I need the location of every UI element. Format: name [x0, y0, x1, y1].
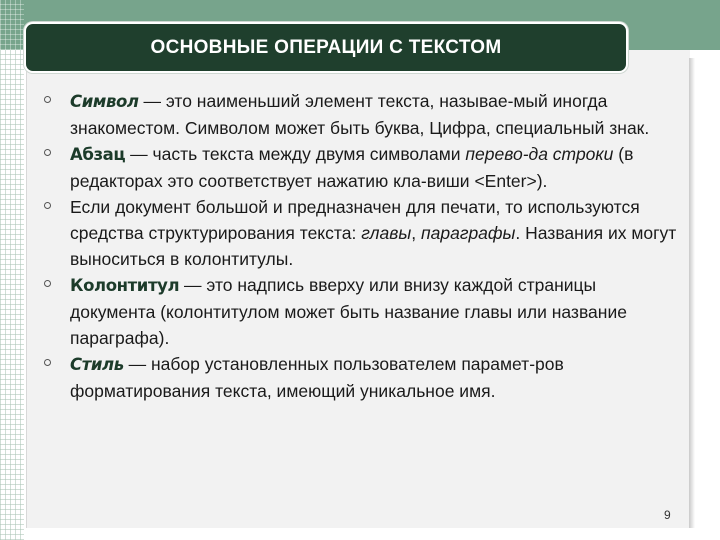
item-emphasis: перево-да строки [465, 144, 614, 164]
item-body: — это наименьший элемент текста, называе-мый иногда знакоместом. Символом может быть буква, Цифра, специальный знак. [70, 91, 650, 138]
bullet-list [44, 88, 684, 404]
item-body: — часть текста между двумя символами [125, 144, 466, 164]
bullet-circle-icon [44, 96, 51, 103]
term-label: Символ [70, 92, 139, 111]
item-body: , [411, 223, 421, 243]
term-label: Колонтитул [70, 276, 180, 295]
list-item-text [70, 141, 684, 194]
item-body: Если документ большой и предназначен для печати, то используются средства структурирования текста: [70, 197, 640, 243]
title-bar [24, 22, 628, 73]
slide-title: ОСНОВНЫЕ ОПЕРАЦИИ С ТЕКСТОМ [150, 36, 502, 58]
item-emphasis: главы [361, 223, 412, 243]
bullet-circle-icon [44, 202, 51, 209]
list-item-text [70, 88, 684, 141]
list-item [44, 272, 684, 351]
bullet-circle-icon [44, 359, 51, 366]
list-item-text [70, 351, 684, 404]
list-item-text [70, 272, 684, 351]
list-item [44, 88, 684, 141]
decorative-side-strip-top [0, 0, 24, 50]
item-body: — набор установленных пользователем парамет-ров форматирования текста, имеющий уникальное имя. [70, 354, 564, 401]
decorative-side-strip [0, 0, 24, 540]
term-label: Абзац [70, 145, 126, 164]
item-body: (в редакторах это соответствует нажатию кла-виши <Enter>). [70, 144, 634, 191]
item-body: — это надпись вверху или внизу каждой страницы документа (колонтитулом может быть название главы или название параграфа). [70, 275, 627, 348]
list-item [44, 194, 684, 272]
bullet-circle-icon [44, 280, 51, 287]
panel-shadow [689, 58, 695, 528]
item-emphasis: параграфы [420, 223, 516, 243]
bullet-circle-icon [44, 149, 51, 156]
list-item [44, 141, 684, 194]
item-body: . Названия их могут выноситься в колонтитулы. [70, 223, 677, 269]
list-item-text [70, 194, 684, 272]
list-item [44, 351, 684, 404]
term-label: Стиль [70, 355, 124, 374]
page-number: 9 [664, 508, 671, 522]
